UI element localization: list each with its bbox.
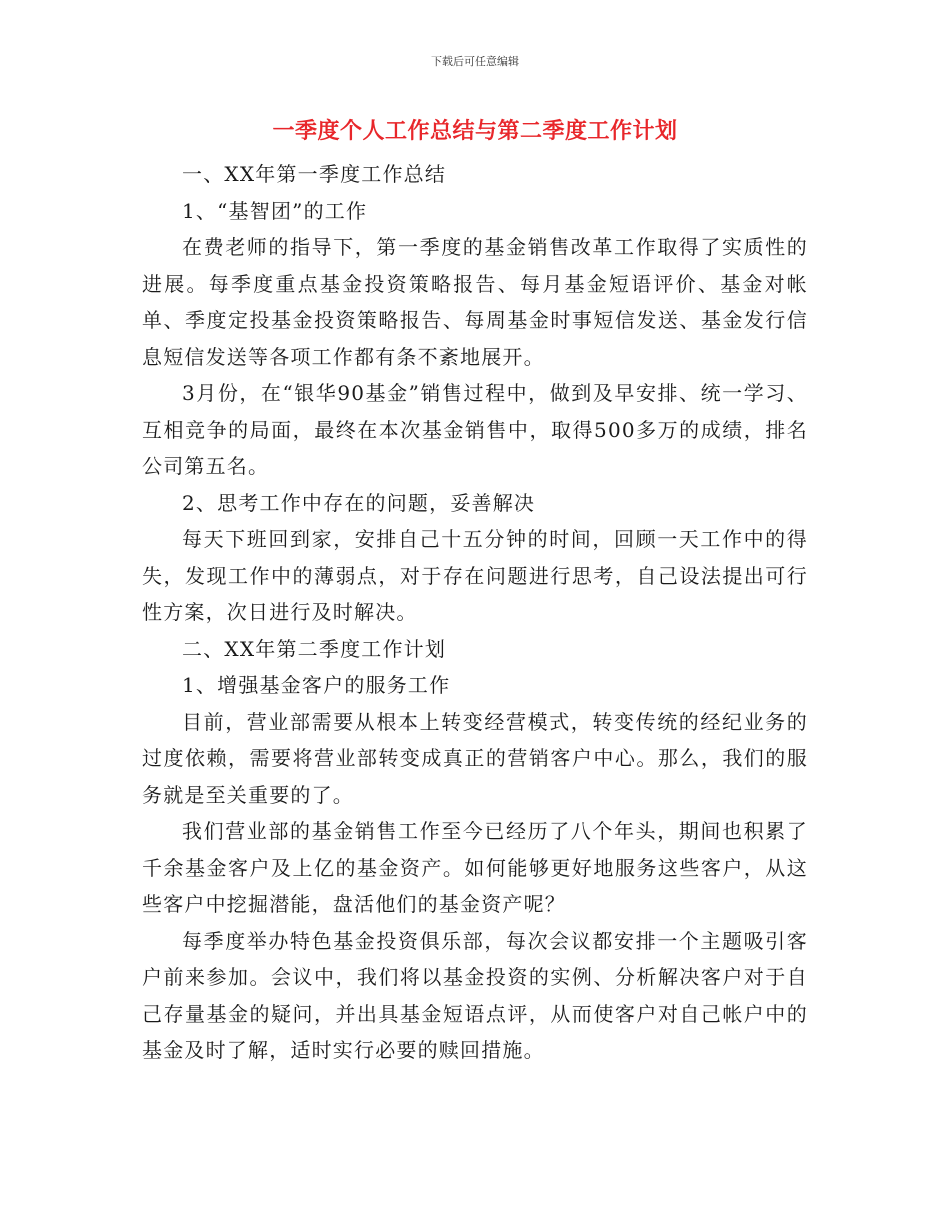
subheading-team-work: 1、“基智团”的工作 bbox=[182, 198, 368, 223]
document-title: 一季度个人工作总结与第二季度工作计划 bbox=[272, 118, 678, 144]
section-heading-q1-summary: 一、XX年第一季度工作总结 bbox=[182, 162, 447, 186]
subheading-problem-solving: 2、思考工作中存在的问题，妥善解决 bbox=[182, 490, 536, 515]
document-body bbox=[142, 156, 808, 1069]
section-heading-q2-plan: 二、XX年第二季度工作计划 bbox=[182, 636, 447, 661]
paragraph-fund-reform: 在费老师的指导下，第一季度的基金销售改革工作取得了实质性的进展。每季度重点基金投资策略报告、每月基金短语评价、基金对帐单、季度定投基金投资策略报告、每周基金时事短信发送、基金发行信息短信发送等各项工作都有条不紊地展开。 bbox=[142, 235, 808, 369]
paragraph-business-model: 目前，营业部需要从根本上转变经营模式，转变传统的经纪业务的过度依赖，需要将营业部转变成真正的营销客户中心。那么，我们的服务就是至关重要的了。 bbox=[142, 709, 808, 807]
subheading-client-service: 1、增强基金客户的服务工作 bbox=[182, 673, 451, 697]
paragraph-client-assets: 我们营业部的基金销售工作至今已经历了八个年头，期间也积累了千余基金客户及上亿的基金资产。如何能够更好地服务这些客户，从这些客户中挖掘潜能，盘活他们的基金资产呢？ bbox=[142, 819, 808, 916]
header-note: 下载后可任意编辑 bbox=[431, 55, 519, 68]
paragraph-daily-review: 每天下班回到家，安排自己十五分钟的时间，回顾一天工作中的得失，发现工作中的薄弱点，对于存在问题进行思考，自己设法提出可行性方案，次日进行及时解决。 bbox=[142, 527, 808, 624]
paragraph-march-sales: 3月份，在“银华90基金”销售过程中，做到及早安排、统一学习、互相竞争的局面，最终在本次基金销售中，取得500多万的成绩，排名公司第五名。 bbox=[142, 381, 808, 478]
paragraph-investment-club: 每季度举办特色基金投资俱乐部，每次会议都安排一个主题吸引客户前来参加。会议中，我们将以基金投资的实例、分析解决客户对于自己存量基金的疑问，并出具基金短语点评，从而使客户对自己帐户中的基金及时了解，适时实行必要的赎回措施。 bbox=[142, 928, 808, 1062]
